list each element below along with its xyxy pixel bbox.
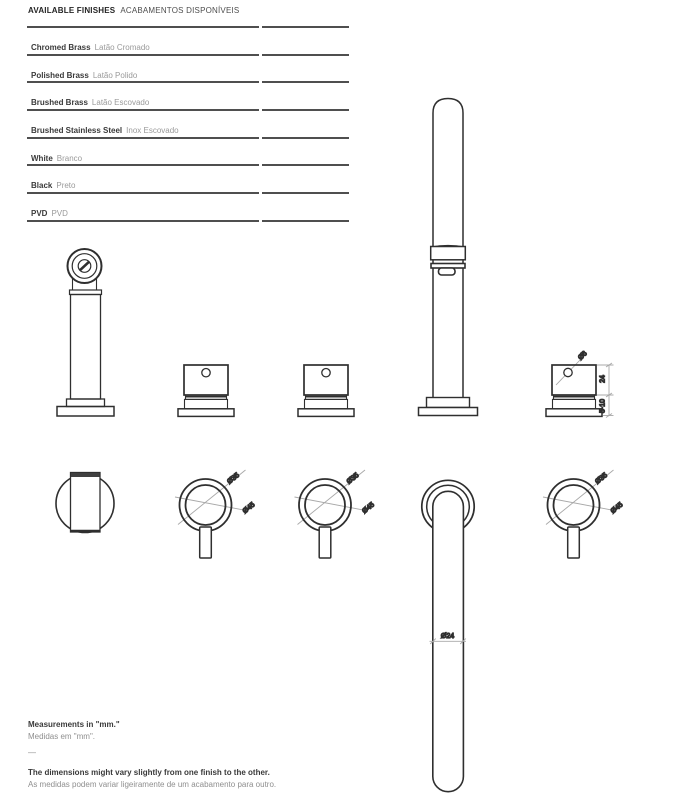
- dimension-label-handle-inner: Ø35: [345, 471, 361, 486]
- measurements-note-en: Measurements in "mm.": [28, 720, 120, 729]
- finish-name-en: Brushed Stainless Steel: [31, 126, 123, 136]
- finish-name-pt: Preto: [56, 181, 76, 191]
- dimension-label-handle-inner: Ø35: [594, 471, 609, 486]
- finish-name-pt: Branco: [56, 153, 83, 163]
- finish-name-pt: Latão Escovado: [91, 98, 150, 108]
- finish-name-pt: PVD: [51, 209, 68, 219]
- handle-top-view: [543, 470, 624, 558]
- handle-side-view: [178, 365, 234, 416]
- dimensions-note-pt: As medidas podem variar ligeiramente de um acabamento para outro.: [28, 780, 277, 790]
- finish-name-en: Brushed Brass: [31, 98, 88, 108]
- page-title-pt: ACABAMENTOS DISPONÍVEIS: [120, 6, 240, 15]
- dimension-label-handle-outer: Ø45: [361, 501, 376, 516]
- finish-name-en: Polished Brass: [31, 70, 89, 80]
- dimension-label-spout-tube: Ø24: [440, 633, 455, 640]
- dimension-label-handle-height: 24: [599, 375, 607, 383]
- handle-side-view-dimensioned: [546, 350, 614, 417]
- dimension-label-handle-outer: Ø45: [609, 501, 625, 516]
- hand-shower-side-view: [57, 249, 114, 416]
- dimension-label-handle-dot: Ø6: [577, 350, 589, 362]
- dimension-label-handle-outer: Ø45: [241, 501, 257, 516]
- finish-name-pt: Latão Polido: [92, 70, 138, 80]
- dimension-label-handle-base-range: 5-10: [599, 398, 607, 414]
- separator-dash: —: [28, 747, 36, 757]
- dimension-label-handle-inner: Ø35: [226, 471, 241, 486]
- spout-side-view: [419, 99, 478, 416]
- finish-name-pt: Inox Escovado: [126, 126, 179, 136]
- finish-name-en: Black: [31, 181, 53, 191]
- finish-name-en: PVD: [31, 209, 48, 219]
- footer-notes: [28, 719, 428, 791]
- finish-name-en: Chromed Brass: [31, 43, 91, 52]
- handle-side-view: [298, 365, 354, 416]
- handle-top-view: [295, 470, 376, 558]
- finish-name-pt: Latão Cromado: [94, 43, 150, 52]
- handle-top-view: [175, 470, 256, 558]
- finish-name-en: White: [31, 153, 53, 163]
- dimensions-note-en: The dimensions might vary slightly from one finish to the other.: [28, 767, 270, 777]
- spout-top-view: [422, 480, 474, 791]
- page-title-en: AVAILABLE FINISHES: [28, 6, 116, 15]
- measurements-note-pt: Medidas em "mm".: [28, 732, 96, 742]
- hand-shower-top-view: [56, 473, 114, 533]
